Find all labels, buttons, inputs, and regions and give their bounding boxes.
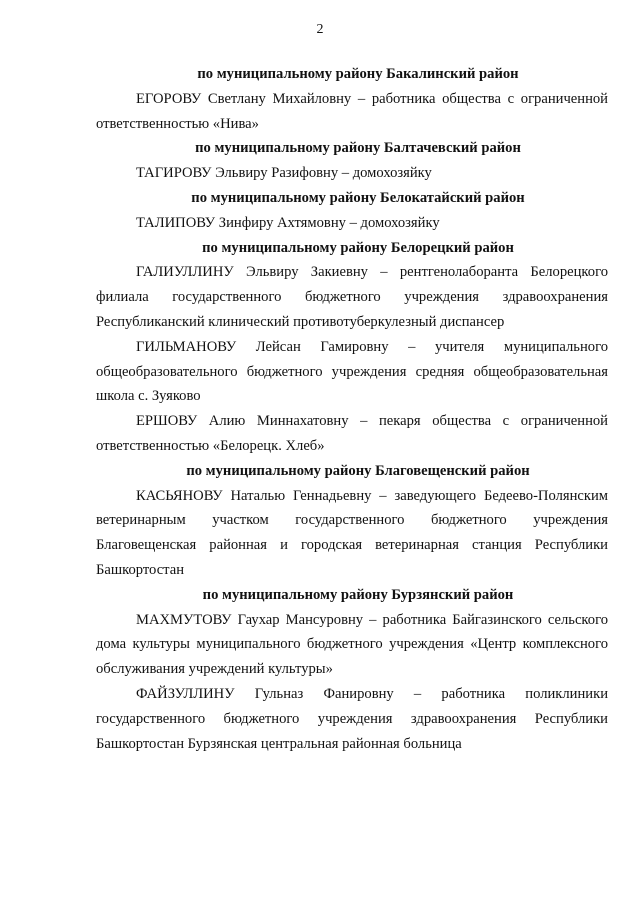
district-heading: по муниципальному району Балтачевский район: [195, 140, 521, 157]
award-entry: ЕРШОВУ Алию Миннахатовну – пекаря общества с ограниченной ответственностью «Белорецк. Хлеб»: [96, 413, 608, 454]
award-entry: ЕГОРОВУ Светлану Михайловну – работника общества с ограниченной ответственностью «Нива»: [96, 90, 608, 132]
award-entry: ФАЙЗУЛЛИНУ Гульназ Фанировну – работника поликлиники государственного бюджетного учреждения здравоохранения Республики Башкортостан Бурзянская центральная районная больница: [96, 685, 608, 752]
award-entry: ГАЛИУЛЛИНУ Эльвиру Закиевну – рентгенолаборанта Белорецкого филиала государственного бюджетного учреждения здравоохранения Республиканский клинический противотуберкулезный диспансер: [96, 264, 608, 330]
award-entry: ТАЛИПОВУ Зинфиру Ахтямовну – домохозяйку: [136, 214, 440, 231]
award-entry: КАСЬЯНОВУ Наталью Геннадьевну – заведующего Бедеево-Полянским ветеринарным участком государственного бюджетного учреждения Благовещенская районная и городская ветеринарная станция Республики Башкортостан: [96, 487, 608, 578]
page-number: 2: [316, 22, 324, 37]
district-heading: по муниципальному району Бакалинский район: [197, 66, 519, 82]
district-heading: по муниципальному району Белорецкий район: [202, 239, 514, 256]
award-entry: МАХМУТОВУ Гаухар Мансуровну – работника Байгазинского сельского дома культуры муниципального бюджетного учреждения «Центр комплексного обслуживания учреждений культуры»: [96, 611, 608, 678]
district-heading: по муниципальному району Белокатайский район: [191, 189, 525, 206]
award-entry: ТАГИРОВУ Эльвиру Разифовну – домохозяйку: [136, 165, 432, 182]
award-entry: ГИЛЬМАНОВУ Лейсан Гамировну – учителя муниципального общеобразовательного бюджетного учреждения средняя общеобразовательная школа с. Зуяково: [96, 338, 608, 405]
district-heading: по муниципальному району Бурзянский район: [202, 586, 514, 603]
district-heading: по муниципальному району Благовещенский район: [186, 462, 530, 479]
document-body: [96, 62, 608, 756]
